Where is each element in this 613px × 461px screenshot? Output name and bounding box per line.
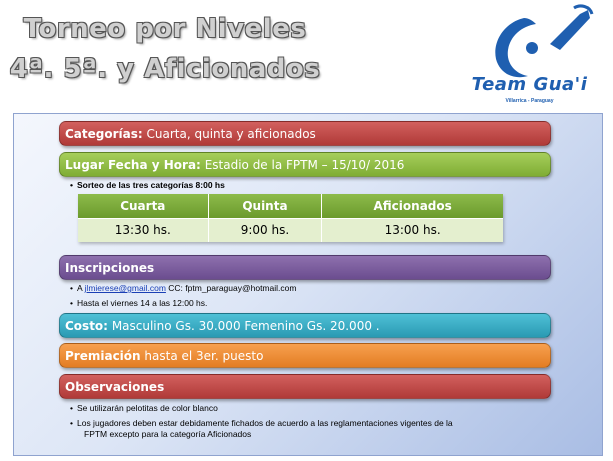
observaciones-item-2-cont: FPTM excepto para la categoría Aficionados — [84, 429, 252, 439]
schedule-header-row — [78, 194, 503, 218]
categorias-bar — [59, 121, 551, 146]
observaciones-item-2: • Los jugadores deben estar debidamente fichados de acuerdo a las reglamentaciones vigentes de la — [70, 418, 453, 429]
premiacion-value: hasta el 3er. puesto — [144, 349, 264, 363]
schedule-header-aficionados: Aficionados — [322, 194, 503, 218]
lugar-bar — [59, 152, 551, 177]
inscripciones-email-bullet — [70, 283, 296, 294]
schedule-time-aficionados: 13:00 hs. — [322, 218, 503, 242]
premiacion-bar — [59, 343, 551, 368]
lugar-label: Lugar Fecha y Hora: — [65, 158, 201, 172]
schedule-table — [78, 194, 503, 242]
categorias-label: Categorías: — [65, 127, 143, 141]
inscripciones-bar — [59, 255, 551, 280]
lugar-value: Estadio de la FPTM – 15/10/ 2016 — [204, 158, 405, 172]
logo-name: Team Gua'i — [471, 74, 588, 95]
email-link[interactable]: jlmierese@gmail.com — [84, 283, 166, 293]
inscripciones-label: Inscripciones — [65, 261, 155, 275]
costo-label: Costo: — [65, 319, 108, 333]
categorias-value: Cuarta, quinta y aficionados — [146, 127, 316, 141]
observaciones-label: Observaciones — [65, 380, 165, 394]
observaciones-bar — [59, 374, 551, 399]
costo-value: Masculino Gs. 30.000 Femenino Gs. 20.000 . — [111, 319, 380, 333]
email-prefix: A — [76, 283, 85, 293]
inscripciones-deadline-bullet: • Hasta el viernes 14 a las 12:00 hs. — [70, 298, 207, 309]
schedule-time-cuarta: 13:30 hs. — [78, 218, 208, 242]
observaciones-item-1: • Se utilizarán pelotitas de color blanco — [70, 403, 218, 414]
schedule-time-quinta: 9:00 hs. — [208, 218, 322, 242]
cc-email: CC: fptm_paraguay@hotmail.com — [165, 283, 297, 293]
costo-bar — [59, 313, 551, 338]
sorteo-bullet: • Sorteo de las tres categorías 8:00 hs — [70, 180, 225, 191]
schedule-time-row — [78, 218, 503, 242]
schedule-header-quinta: Quinta — [208, 194, 322, 218]
title-line-2: 4ª. 5ª. y Aficionados — [9, 54, 321, 84]
premiacion-label: Premiación — [65, 349, 141, 363]
logo-subtitle: Villarrica - Paraguay — [505, 98, 554, 104]
title-line-1: Torneo por Niveles — [23, 14, 307, 44]
schedule-header-cuarta: Cuarta — [78, 194, 208, 218]
team-guai-logo — [462, 4, 610, 112]
